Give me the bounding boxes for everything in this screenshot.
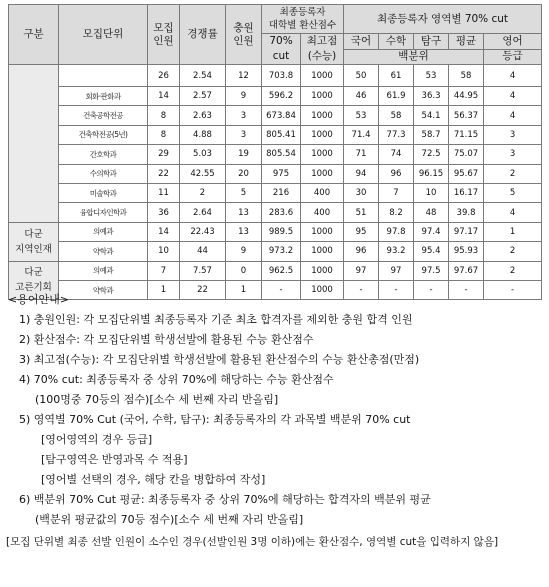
unit-cell: 의예과 [59, 261, 148, 280]
cut70-cell: 962.5 [262, 261, 301, 280]
quota-cell: 14 [148, 222, 180, 241]
competition-cell: 22.43 [180, 222, 226, 241]
math-cell: 8.2 [379, 203, 414, 222]
inquiry-cell: 58.7 [414, 125, 449, 144]
note-6-detail: (백분위 평균값의 70등 점수)[소수 세 번째 자리 반올림] [35, 513, 304, 526]
note-5-inquiry: [탐구영역은 반영과목 수 적용] [41, 453, 188, 466]
korean-cell: 51 [344, 203, 379, 222]
filled-cell: 13 [226, 203, 262, 222]
english-cell: 4 [484, 65, 542, 87]
english-cell: 2 [484, 164, 542, 183]
notes-title: <용어안내> [8, 293, 69, 306]
competition-cell: 2.57 [180, 87, 226, 106]
max-score-cell: 1000 [301, 242, 344, 261]
category-cell: 다군 고른기회 [9, 261, 59, 300]
quota-cell: 36 [148, 203, 180, 222]
unit-cell: 건축공학전공 [59, 106, 148, 125]
average-cell: 75.07 [449, 145, 484, 164]
unit-cell: 수의학과 [59, 164, 148, 183]
unit-cell: 약학과 [59, 280, 148, 299]
average-cell: 56.37 [449, 106, 484, 125]
inquiry-cell: - [414, 280, 449, 299]
math-cell: 93.2 [379, 242, 414, 261]
cut70-cell: 989.5 [262, 222, 301, 241]
note-4: 4) 70% cut: 최종등록자 중 상위 70%에 해당하는 수능 환산점수 [19, 373, 334, 386]
header-quota: 모집 인원 [148, 5, 180, 65]
filled-cell: 3 [226, 106, 262, 125]
inquiry-cell: 54.1 [414, 106, 449, 125]
competition-cell: 22 [180, 280, 226, 299]
max-score-cell: 1000 [301, 145, 344, 164]
table-row [9, 164, 542, 183]
header-category: 구분 [9, 5, 59, 65]
table-row [9, 203, 542, 222]
filled-cell: 1 [226, 280, 262, 299]
competition-cell: 7.57 [180, 261, 226, 280]
header-math: 수학 [379, 34, 414, 50]
header-korean: 국어 [344, 34, 379, 50]
unit-cell: 회화·판화과 [59, 87, 148, 106]
english-cell: - [484, 280, 542, 299]
english-cell: 5 [484, 183, 542, 202]
competition-cell: 44 [180, 242, 226, 261]
inquiry-cell: 96.15 [414, 164, 449, 183]
average-cell: 95.93 [449, 242, 484, 261]
competition-cell: 4.88 [180, 125, 226, 144]
math-cell: 61.9 [379, 87, 414, 106]
table-row [9, 125, 542, 144]
cut70-cell: 975 [262, 164, 301, 183]
table-row [9, 183, 542, 202]
unit-cell: 약학과 [59, 242, 148, 261]
note-5: 5) 영역별 70% Cut (국어, 수학, 탐구): 최종등록자의 각 과목별 백분위 70% cut [19, 413, 411, 426]
note-2: 2) 환산점수: 각 모집단위별 학생선발에 활용된 수능 환산점수 [19, 333, 314, 346]
math-cell: 97 [379, 261, 414, 280]
math-cell: 97.8 [379, 222, 414, 241]
quota-cell: 29 [148, 145, 180, 164]
english-cell: 4 [484, 87, 542, 106]
average-cell: 97.17 [449, 222, 484, 241]
math-cell: 74 [379, 145, 414, 164]
header-final-conv-group: 최종등록자 대학별 환산점수 [262, 5, 344, 34]
korean-cell: 71.4 [344, 125, 379, 144]
unit-cell: 의예과 [59, 222, 148, 241]
english-cell: 4 [484, 203, 542, 222]
average-cell: - [449, 280, 484, 299]
competition-cell: 2 [180, 183, 226, 202]
table-row [9, 106, 542, 125]
max-score-cell: 1000 [301, 125, 344, 144]
filled-cell: 9 [226, 87, 262, 106]
competition-cell: 2.54 [180, 65, 226, 87]
korean-cell: 53 [344, 106, 379, 125]
note-4-detail: (100명중 70등의 점수)[소수 세 번째 자리 반올림] [35, 393, 279, 406]
competition-cell: 2.64 [180, 203, 226, 222]
cut70-cell: 596.2 [262, 87, 301, 106]
math-cell: 58 [379, 106, 414, 125]
competition-cell: 2.63 [180, 106, 226, 125]
cut70-cell: - [262, 280, 301, 299]
note-3: 3) 최고점(수능): 각 모집단위별 학생선발에 활용된 환산점수의 수능 환산총점(만점) [19, 353, 420, 366]
header-percentile: 백분위 [344, 49, 484, 65]
header-english: 영어 [484, 34, 542, 50]
filled-cell: 12 [226, 65, 262, 87]
cut70-cell: 805.54 [262, 145, 301, 164]
max-score-cell: 1000 [301, 222, 344, 241]
average-cell: 71.15 [449, 125, 484, 144]
filled-cell: 19 [226, 145, 262, 164]
english-cell: 2 [484, 242, 542, 261]
quota-cell: 8 [148, 106, 180, 125]
admission-results-table [8, 4, 542, 300]
table-row [9, 87, 542, 106]
quota-cell: 1 [148, 280, 180, 299]
notes-section [6, 290, 543, 548]
average-cell: 97.67 [449, 261, 484, 280]
note-1: 1) 충원인원: 각 모집단위별 최종등록자 기준 최초 합격자를 제외한 충원 합격 인원 [19, 313, 413, 326]
average-cell: 58 [449, 65, 484, 87]
competition-cell: 5.03 [180, 145, 226, 164]
max-score-cell: 1000 [301, 87, 344, 106]
header-average: 평균 [449, 34, 484, 50]
header-inquiry: 탐구 [414, 34, 449, 50]
average-cell: 95.67 [449, 164, 484, 183]
filled-cell: 5 [226, 183, 262, 202]
math-cell: - [379, 280, 414, 299]
filled-cell: 9 [226, 242, 262, 261]
average-cell: 39.8 [449, 203, 484, 222]
unit-cell [59, 65, 148, 87]
math-cell: 61 [379, 65, 414, 87]
inquiry-cell: 97.4 [414, 222, 449, 241]
max-score-cell: 1000 [301, 261, 344, 280]
inquiry-cell: 48 [414, 203, 449, 222]
filled-cell: 13 [226, 222, 262, 241]
max-score-cell: 400 [301, 183, 344, 202]
header-filled: 충원 인원 [226, 5, 262, 65]
average-cell: 44.95 [449, 87, 484, 106]
korean-cell: 97 [344, 261, 379, 280]
korean-cell: - [344, 280, 379, 299]
header-unit: 모집단위 [59, 5, 148, 65]
korean-cell: 46 [344, 87, 379, 106]
table-row [9, 145, 542, 164]
max-score-cell: 1000 [301, 106, 344, 125]
inquiry-cell: 95.4 [414, 242, 449, 261]
quota-cell: 22 [148, 164, 180, 183]
quota-cell: 11 [148, 183, 180, 202]
table-row [9, 242, 542, 261]
unit-cell: 건축학전공(5년) [59, 125, 148, 144]
header-max-score: 최고점 (수능) [301, 34, 344, 65]
quota-cell: 10 [148, 242, 180, 261]
bottom-notice: [모집 단위별 최종 선발 인원이 소수인 경우(선발인원 3명 이하)에는 환산점수, 영역별 cut을 입력하지 않음] [6, 536, 499, 548]
english-cell: 2 [484, 261, 542, 280]
unit-cell: 융합디자인학과 [59, 203, 148, 222]
table-row [9, 65, 542, 87]
max-score-cell: 1000 [301, 65, 344, 87]
table-body [9, 65, 542, 300]
note-5-merge: [영어별 선택의 경우, 해당 칸을 병합하여 작성] [41, 473, 266, 486]
header-competition: 경쟁률 [180, 5, 226, 65]
korean-cell: 96 [344, 242, 379, 261]
english-cell: 3 [484, 125, 542, 144]
korean-cell: 95 [344, 222, 379, 241]
average-cell: 16.17 [449, 183, 484, 202]
inquiry-cell: 72.5 [414, 145, 449, 164]
english-cell: 3 [484, 145, 542, 164]
header-area-group: 최종등록자 영역별 70% cut [344, 5, 542, 34]
filled-cell: 3 [226, 125, 262, 144]
inquiry-cell: 36.3 [414, 87, 449, 106]
unit-cell: 간호학과 [59, 145, 148, 164]
quota-cell: 26 [148, 65, 180, 87]
math-cell: 7 [379, 183, 414, 202]
unit-cell: 미술학과 [59, 183, 148, 202]
competition-cell: 42.55 [180, 164, 226, 183]
inquiry-cell: 53 [414, 65, 449, 87]
cut70-cell: 973.2 [262, 242, 301, 261]
quota-cell: 7 [148, 261, 180, 280]
english-cell: 4 [484, 106, 542, 125]
max-score-cell: 1000 [301, 280, 344, 299]
table-row [9, 261, 542, 280]
cut70-cell: 673.84 [262, 106, 301, 125]
korean-cell: 94 [344, 164, 379, 183]
english-cell: 1 [484, 222, 542, 241]
header-grade: 등급 [484, 49, 542, 65]
korean-cell: 30 [344, 183, 379, 202]
korean-cell: 50 [344, 65, 379, 87]
quota-cell: 8 [148, 125, 180, 144]
filled-cell: 0 [226, 261, 262, 280]
cut70-cell: 805.41 [262, 125, 301, 144]
quota-cell: 14 [148, 87, 180, 106]
category-cell: 다군 지역인재 [9, 222, 59, 261]
table-row [9, 222, 542, 241]
inquiry-cell: 10 [414, 183, 449, 202]
max-score-cell: 400 [301, 203, 344, 222]
cut70-cell: 216 [262, 183, 301, 202]
math-cell: 77.3 [379, 125, 414, 144]
cut70-cell: 283.6 [262, 203, 301, 222]
math-cell: 96 [379, 164, 414, 183]
korean-cell: 71 [344, 145, 379, 164]
note-6: 6) 백분위 70% Cut 평균: 최종등록자 중 상위 70%에 해당하는 합격자의 백분위 평균 [19, 493, 431, 506]
inquiry-cell: 97.5 [414, 261, 449, 280]
header-cut70: 70% cut [262, 34, 301, 65]
max-score-cell: 1000 [301, 164, 344, 183]
filled-cell: 20 [226, 164, 262, 183]
category-cell [9, 65, 59, 223]
cut70-cell: 703.8 [262, 65, 301, 87]
note-5-english: [영어영역의 경우 등급] [41, 433, 153, 446]
